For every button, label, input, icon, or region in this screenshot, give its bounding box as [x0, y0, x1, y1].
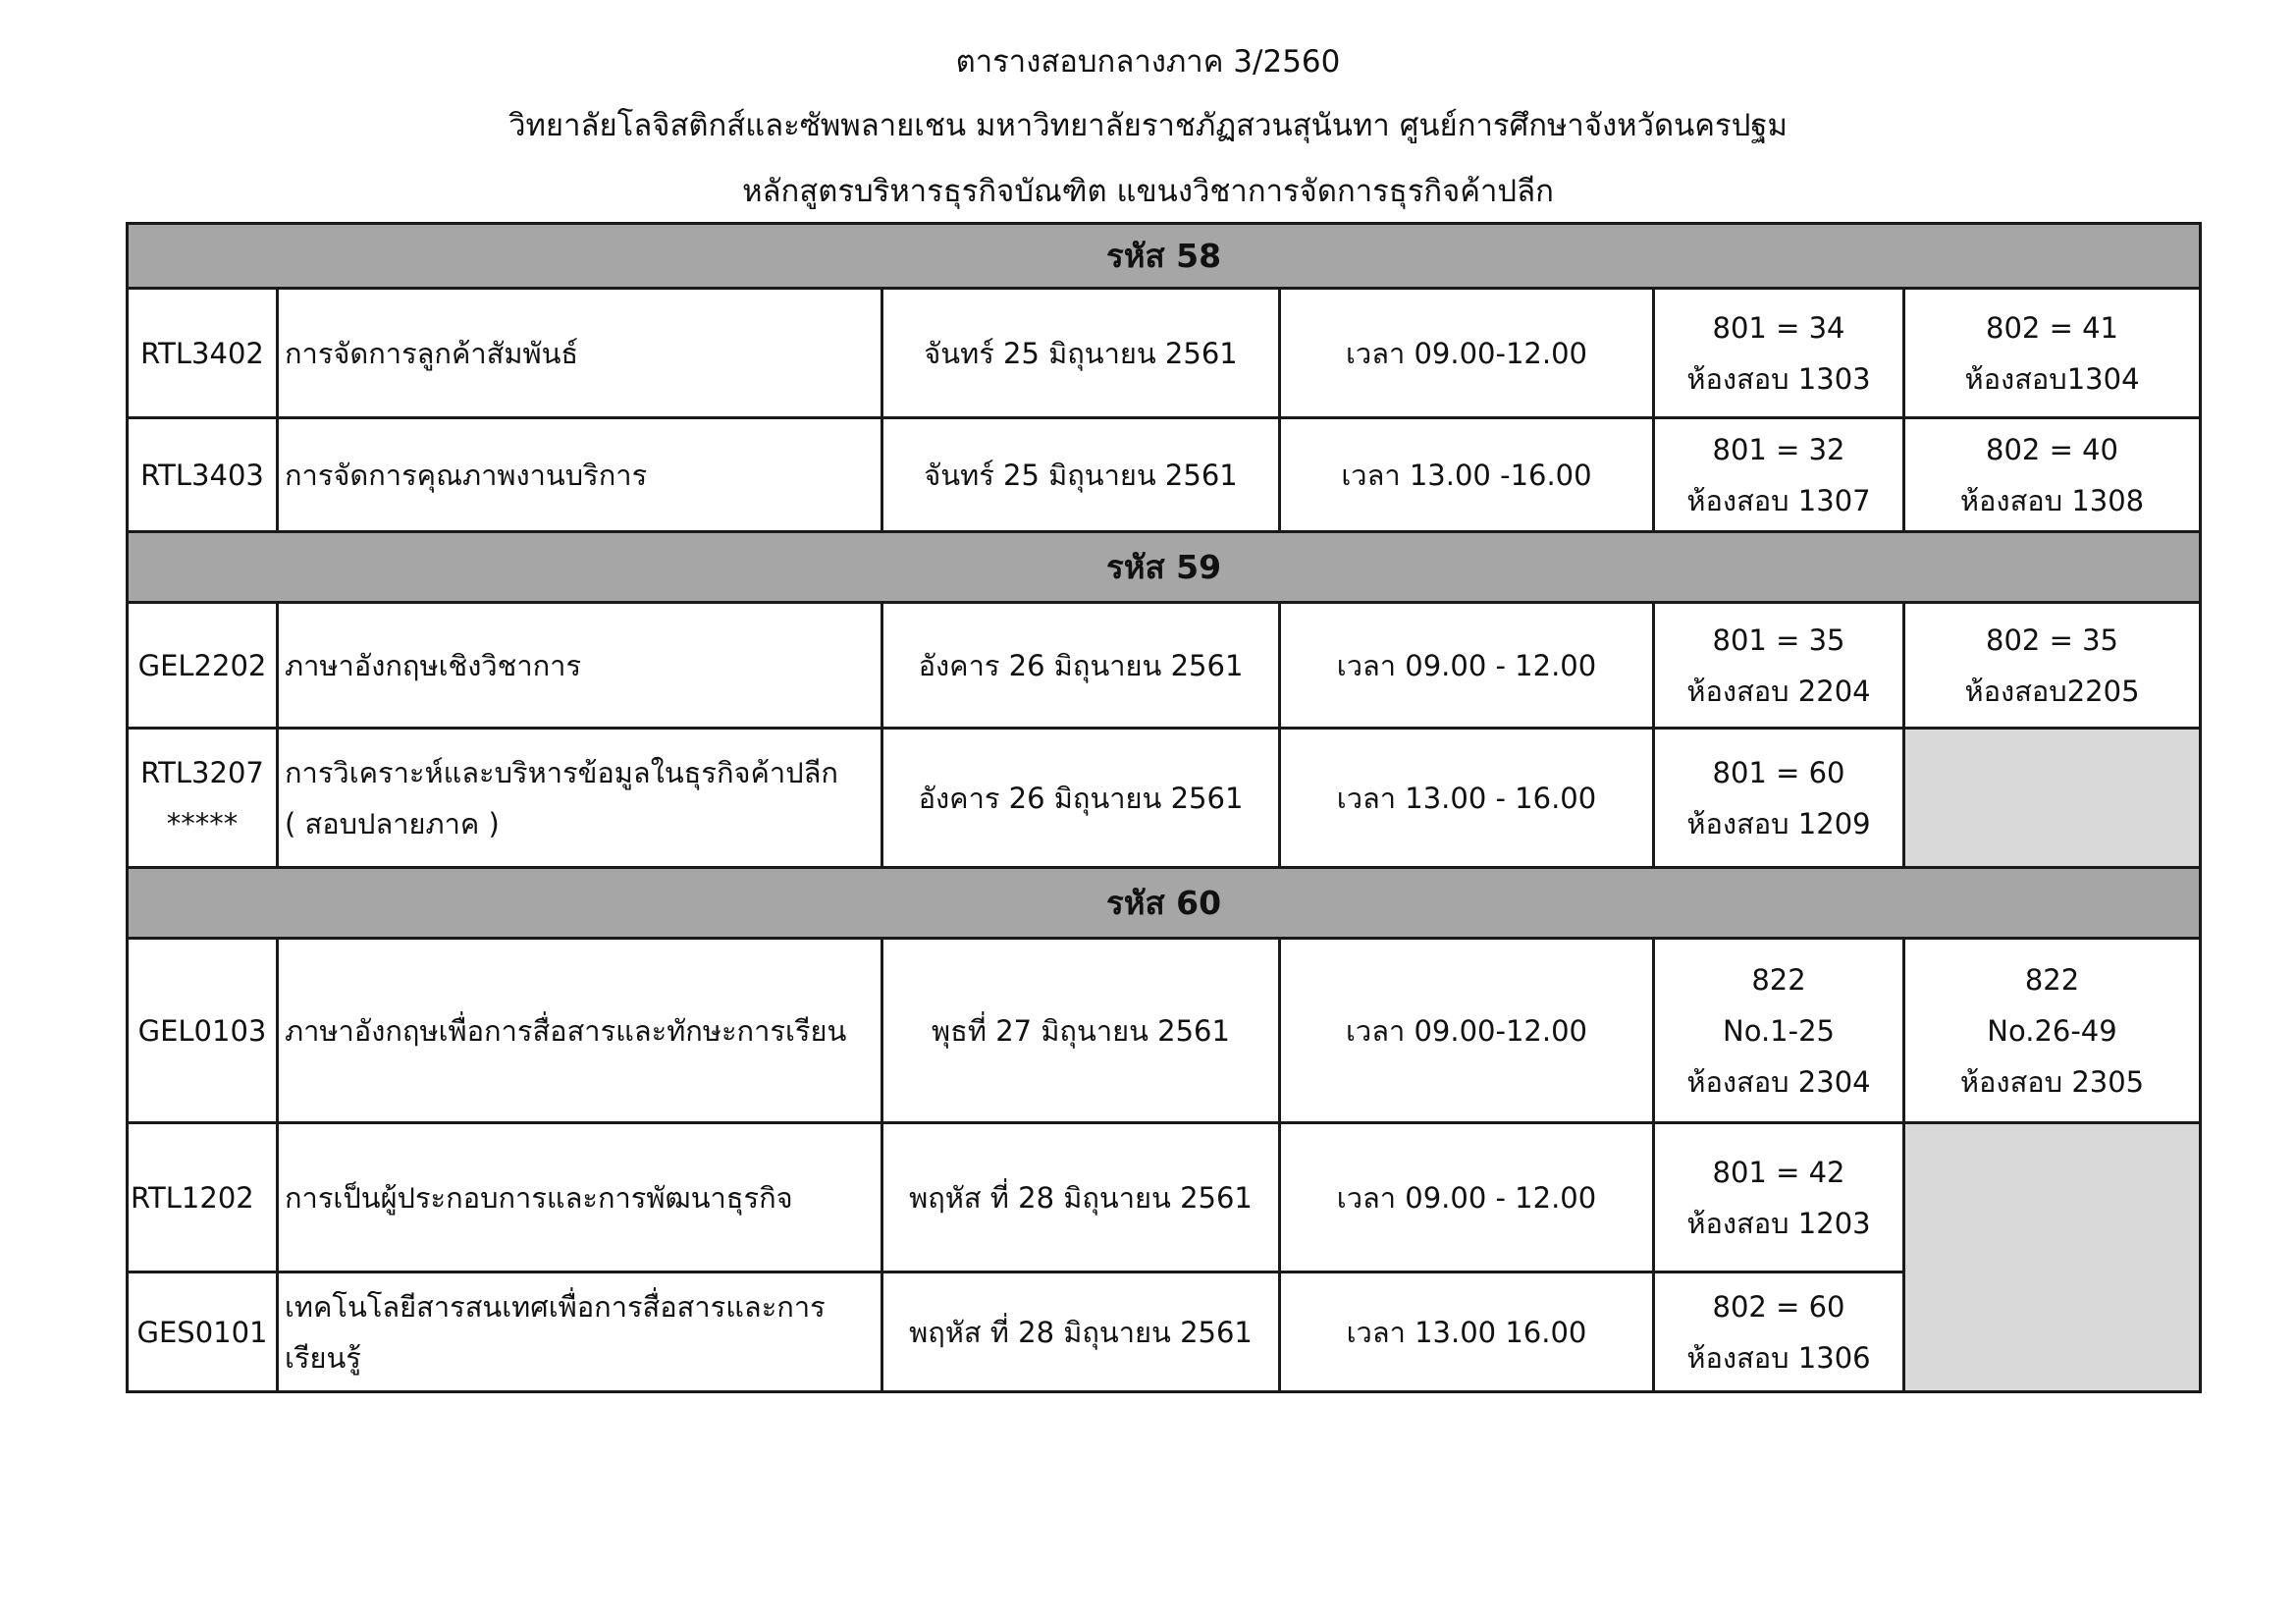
- exam-date: จันทร์ 25 มิถุนายน 2561: [882, 289, 1280, 418]
- section-header: [128, 868, 2201, 939]
- course-code: GES0101: [128, 1272, 278, 1392]
- program-line: หลักสูตรบริหารธุรกิจบัณฑิต แขนงวิชาการจัดการธุรกิจค้าปลีก: [742, 174, 1554, 209]
- room-line: No.26-49: [1987, 1013, 2117, 1048]
- room-line: ห้องสอบ1304: [1964, 361, 2140, 396]
- room-line: 801 = 42: [1712, 1155, 1845, 1189]
- room-line: ห้องสอบ 1203: [1686, 1206, 1871, 1240]
- table-row: [128, 1123, 2201, 1272]
- course-code: RTL3403: [128, 418, 278, 532]
- table-row: [128, 1272, 2201, 1392]
- section-label: รหัส 60: [128, 868, 2201, 939]
- room-group-2: [1904, 289, 2201, 418]
- room-line: 801 = 60: [1712, 755, 1845, 789]
- course-code: GEL2202: [128, 603, 278, 729]
- room-line: ห้องสอบ 2304: [1686, 1064, 1871, 1099]
- exam-time: เวลา 09.00 - 12.00: [1280, 1123, 1654, 1272]
- table-row: [128, 603, 2201, 729]
- course-code-text: RTL3207: [140, 755, 264, 789]
- empty-room-cell: [1904, 1123, 2201, 1392]
- page-title: ตารางสอบกลางภาค 3/2560: [955, 44, 1341, 80]
- course-code: [128, 729, 278, 868]
- exam-schedule-table: [126, 222, 2202, 1393]
- room-line: ห้องสอบ 1306: [1686, 1340, 1871, 1375]
- room-group-2: [1904, 418, 2201, 532]
- exam-date: พฤหัส ที่ 28 มิถุนายน 2561: [882, 1123, 1280, 1272]
- course-code: GEL0103: [128, 939, 278, 1123]
- room-group-1: [1654, 939, 1904, 1123]
- room-group-2: [1904, 939, 2201, 1123]
- room-line: 822: [1751, 962, 1806, 997]
- table-row: [128, 729, 2201, 868]
- section-label: รหัส 58: [128, 224, 2201, 289]
- section-label: รหัส 59: [128, 532, 2201, 603]
- room-line: 822: [2024, 962, 2080, 997]
- room-group-1: [1654, 729, 1904, 868]
- exam-date: พุธที่ 27 มิถุนายน 2561: [882, 939, 1280, 1123]
- course-name: การจัดการลูกค้าสัมพันธ์: [278, 289, 882, 418]
- section-header: [128, 532, 2201, 603]
- exam-time: เวลา 09.00-12.00: [1280, 939, 1654, 1123]
- table-row: [128, 418, 2201, 532]
- room-group-1: [1654, 289, 1904, 418]
- course-name: การจัดการคุณภาพงานบริการ: [278, 418, 882, 532]
- course-name: เทคโนโลยีสารสนเทศเพื่อการสื่อสารและการเรียนรู้: [278, 1272, 882, 1392]
- room-line: ห้องสอบ2205: [1964, 674, 2140, 708]
- course-name: ภาษาอังกฤษเชิงวิชาการ: [278, 603, 882, 729]
- room-line: No.1-25: [1723, 1013, 1835, 1048]
- room-line: 802 = 40: [1986, 432, 2119, 466]
- room-line: 802 = 41: [1986, 310, 2119, 345]
- room-line: 801 = 35: [1712, 623, 1845, 657]
- course-code: RTL3402: [128, 289, 278, 418]
- room-line: 801 = 32: [1712, 432, 1845, 466]
- course-name: การเป็นผู้ประกอบการและการพัฒนาธุรกิจ: [278, 1123, 882, 1272]
- room-line: ห้องสอบ 1307: [1686, 483, 1871, 517]
- exam-time: เวลา 09.00 - 12.00: [1280, 603, 1654, 729]
- room-group-1: [1654, 1272, 1904, 1392]
- room-group-1: [1654, 1123, 1904, 1272]
- room-line: ห้องสอบ 2305: [1959, 1064, 2145, 1099]
- course-name: ภาษาอังกฤษเพื่อการสื่อสารและทักษะการเรียน: [278, 939, 882, 1123]
- room-line: ห้องสอบ 2204: [1686, 674, 1871, 708]
- room-group-1: [1654, 418, 1904, 532]
- course-name-text: การวิเคราะห์และบริหารข้อมูลในธุรกิจค้าปลีก: [285, 755, 838, 789]
- course-name: [278, 729, 882, 868]
- section-header: [128, 224, 2201, 289]
- exam-date: พฤหัส ที่ 28 มิถุนายน 2561: [882, 1272, 1280, 1392]
- exam-date: อังคาร 26 มิถุนายน 2561: [882, 729, 1280, 868]
- table-row: [128, 289, 2201, 418]
- room-line: 802 = 60: [1712, 1289, 1845, 1324]
- room-line: ห้องสอบ 1209: [1686, 806, 1871, 840]
- course-code-note: *****: [166, 806, 239, 840]
- course-code: RTL1202: [128, 1123, 278, 1272]
- institution-line: วิทยาลัยโลจิสติกส์และซัพพลายเชน มหาวิทยาลัยราชภัฏสวนสุนันทา ศูนย์การศึกษาจังหวัดนครปฐม: [508, 108, 1788, 143]
- room-line: ห้องสอบ 1303: [1686, 361, 1871, 396]
- room-line: 801 = 34: [1712, 310, 1845, 345]
- exam-date: อังคาร 26 มิถุนายน 2561: [882, 603, 1280, 729]
- room-line: ห้องสอบ 1308: [1959, 483, 2145, 517]
- room-line: 802 = 35: [1986, 623, 2119, 657]
- table-row: [128, 939, 2201, 1123]
- exam-time: เวลา 13.00 16.00: [1280, 1272, 1654, 1392]
- empty-room-cell: [1904, 729, 2201, 868]
- exam-date: จันทร์ 25 มิถุนายน 2561: [882, 418, 1280, 532]
- course-name-note: ( สอบปลายภาค ): [285, 806, 500, 840]
- exam-time: เวลา 13.00 - 16.00: [1280, 729, 1654, 868]
- exam-time: เวลา 13.00 -16.00: [1280, 418, 1654, 532]
- exam-time: เวลา 09.00-12.00: [1280, 289, 1654, 418]
- room-group-2: [1904, 603, 2201, 729]
- room-group-1: [1654, 603, 1904, 729]
